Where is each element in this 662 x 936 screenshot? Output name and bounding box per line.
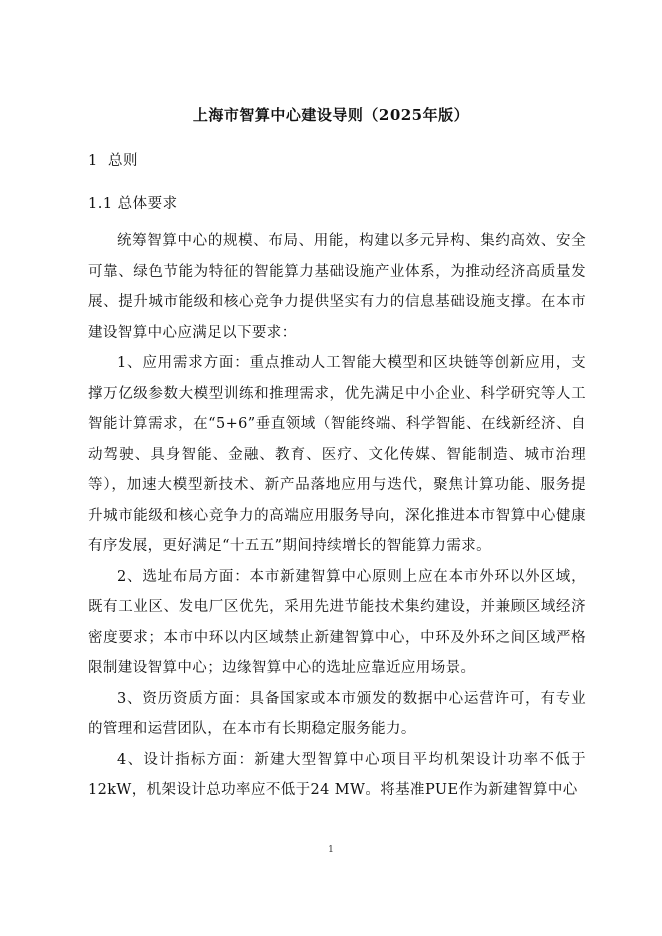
subsection-heading-1-1: 1.1 总体要求 (88, 196, 178, 212)
paragraph-qualifications: 3、资历资质方面：具备国家或本市颁发的数据中心运营许可，有专业的管理和运营团队，在本市有长期稳定服务能力。 (88, 690, 586, 737)
section-title: 总则 (108, 153, 138, 169)
paragraph-intro: 统筹智算中心的规模、布局、用能，构建以多元异构、集约高效、安全可靠、绿色节能为特征的智能算力基础设施产业体系，为推动经济高质量发展、提升城市能级和核心竞争力提供坚实有力的信息基础设施支撑。在本市建设智算中心应满足以下要求： (88, 233, 586, 341)
body-text (88, 226, 586, 806)
paragraph-application-demand: 1、应用需求方面：重点推动人工智能大模型和区块链等创新应用，支撑万亿级参数大模型训练和推理需求，优先满足中小企业、科学研究等人工智能计算需求，在“5+6”垂直领域（智能终端、科学智能、在线新经济、自动驾驶、具身智能、金融、教育、医疗、文化传媒、智能制造、城市治理等），加速大模型新技术、新产品落地应用与迭代，聚焦计算功能、服务提升城市能级和核心竞争力的高端应用服务导向，深化推进本市智算中心健康有序发展，更好满足“十五五”期间持续增长的智能算力需求。 (88, 355, 586, 554)
paragraph-design-indicators: 4、设计指标方面：新建大型智算中心项目平均机架设计功率不低于12kW，机架设计总功率应不低于24 MW。将基准PUE作为新建智算中心 (88, 751, 586, 798)
section-number: 1 (88, 153, 98, 169)
document-title: 上海市智算中心建设导则（2025年版） (192, 106, 470, 124)
page-number: 1 (328, 845, 334, 855)
section-heading-1 (88, 150, 138, 172)
paragraph-site-layout: 2、选址布局方面：本市新建智算中心原则上应在本市外环以外区域，既有工业区、发电厂区优先，采用先进节能技术集约建设，并兼顾区域经济密度要求；本市中环以内区域禁止新建智算中心，中环及外环之间区域严格限制建设智算中心；边缘智算中心的选址应靠近应用场景。 (88, 568, 586, 676)
